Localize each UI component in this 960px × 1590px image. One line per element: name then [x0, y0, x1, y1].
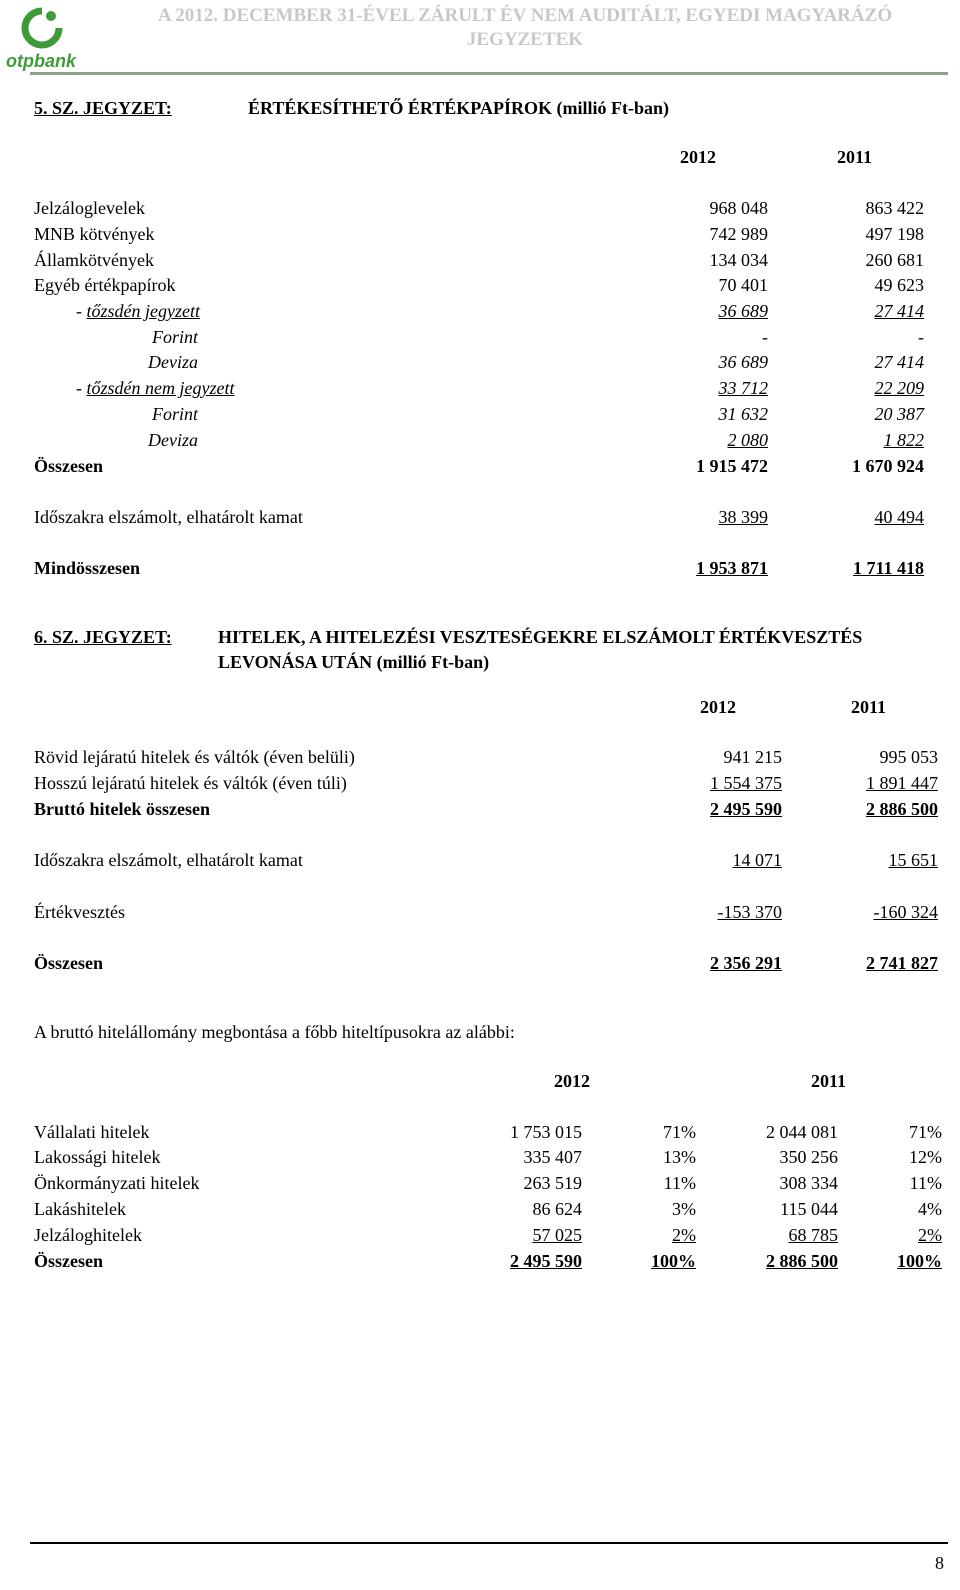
value-2011: 1 711 418 — [852, 558, 924, 578]
otp-logo — [4, 4, 80, 72]
value-2012: 1 554 375 — [710, 773, 782, 793]
table-row-label: Államkötvények — [34, 250, 154, 270]
value-2011: 115 044 — [780, 1199, 838, 1219]
value-2012: 31 632 — [718, 404, 768, 424]
value-2011: 1 822 — [883, 430, 924, 450]
percent-2012: 100% — [651, 1251, 696, 1271]
note6-label: 6. SZ. JEGYZET: — [34, 627, 172, 647]
value-2012: -153 370 — [717, 902, 782, 922]
table-row-label: Lakáshitelek — [34, 1199, 126, 1219]
value-2011: 1 891 447 — [866, 773, 938, 793]
value-2011: 27 414 — [874, 352, 924, 372]
breakdown-col-2011: 2011 — [810, 1071, 846, 1091]
value-2011: 863 422 — [865, 198, 924, 218]
value-2012: 134 034 — [709, 250, 768, 270]
table-row-label: Összesen — [34, 953, 103, 973]
table-row-label: Rövid lejáratú hitelek és váltók (éven belüli) — [34, 747, 355, 767]
table-row-label: Önkormányzati hitelek — [34, 1173, 200, 1193]
value-2011: 27 414 — [874, 301, 924, 321]
value-2012: 36 689 — [718, 352, 768, 372]
value-2012: 742 989 — [709, 224, 768, 244]
percent-2011: 100% — [897, 1251, 942, 1271]
percent-2012: 71% — [663, 1122, 696, 1142]
value-2012: 1 753 015 — [510, 1122, 582, 1142]
percent-2012: 11% — [663, 1173, 696, 1193]
table-row-label: Lakossági hitelek — [34, 1147, 161, 1167]
value-2011: 49 623 — [874, 275, 924, 295]
value-2011: 308 334 — [779, 1173, 838, 1193]
value-2011: 40 494 — [874, 507, 924, 527]
table-row-label — [76, 377, 234, 399]
value-2011: 350 256 — [779, 1147, 838, 1167]
percent-2012: 2% — [672, 1225, 696, 1245]
table-row-label: MNB kötvények — [34, 224, 155, 244]
table-row-label: Összesen — [34, 1251, 103, 1271]
value-2011: 20 387 — [874, 404, 924, 424]
percent-2011: 11% — [909, 1173, 942, 1193]
note5-col-2012: 2012 — [680, 147, 716, 167]
value-2012: 263 519 — [523, 1173, 582, 1193]
value-2012: 335 407 — [523, 1147, 582, 1167]
percent-2011: 4% — [918, 1199, 942, 1219]
note6-title-line1: HITELEK, A HITELEZÉSI VESZTESÉGEKRE ELSZÁMOLT ÉRTÉKVESZTÉS — [218, 627, 863, 647]
row-label: tőzsdén jegyzett — [86, 301, 200, 321]
percent-2011: 12% — [909, 1147, 942, 1167]
percent-2012: 13% — [663, 1147, 696, 1167]
value-2012: 2 356 291 — [710, 953, 782, 973]
note6-col-2012: 2012 — [700, 697, 736, 717]
row-label: tőzsdén nem jegyzett — [86, 378, 235, 398]
value-2012: 2 495 590 — [510, 1251, 582, 1271]
table-row-label: Bruttó hitelek összesen — [34, 799, 210, 819]
value-2012: 70 401 — [718, 275, 768, 295]
row-prefix: - — [76, 301, 87, 321]
header-rule — [30, 72, 948, 75]
value-2011: 68 785 — [788, 1225, 838, 1245]
value-2012: 1 953 871 — [696, 558, 768, 578]
note6-col-2011: 2011 — [850, 697, 886, 717]
value-2011: -160 324 — [873, 902, 938, 922]
table-row-label: Értékvesztés — [34, 902, 125, 922]
value-2012: 36 689 — [718, 301, 768, 321]
table-row-label: Hosszú lejáratú hitelek és váltók (éven túli) — [34, 773, 347, 793]
breakdown-intro: A bruttó hitelállomány megbontása a főbb hiteltípusokra az alábbi: — [34, 1022, 515, 1042]
value-2012: 38 399 — [718, 507, 768, 527]
table-row-label: Deviza — [148, 352, 198, 372]
value-2011: 1 670 924 — [852, 456, 924, 476]
value-2011: - — [918, 327, 924, 347]
value-2012: 941 215 — [723, 747, 782, 767]
percent-2012: 3% — [672, 1199, 696, 1219]
table-row-label — [76, 300, 200, 322]
value-2011: 15 651 — [888, 850, 938, 870]
table-row-label: Deviza — [148, 430, 198, 450]
value-2011: 2 886 500 — [766, 1251, 838, 1271]
table-row-label: Időszakra elszámolt, elhatárolt kamat — [34, 507, 303, 527]
bank-name: otpbank — [6, 51, 76, 71]
value-2011: 497 198 — [865, 224, 924, 244]
percent-2011: 71% — [909, 1122, 942, 1142]
table-row-label: Vállalati hitelek — [34, 1122, 150, 1142]
value-2012: 2 495 590 — [710, 799, 782, 819]
value-2011: 2 886 500 — [866, 799, 938, 819]
table-row-label: Forint — [152, 327, 199, 347]
footer-rule — [30, 1542, 948, 1544]
value-2011: 22 209 — [874, 378, 924, 398]
value-2011: 2 741 827 — [866, 953, 938, 973]
table-row-label: Időszakra elszámolt, elhatárolt kamat — [34, 850, 303, 870]
table-row-label: Forint — [152, 404, 199, 424]
table-row-label: Összesen — [34, 456, 103, 476]
value-2012: 1 915 472 — [696, 456, 768, 476]
breakdown-col-2012: 2012 — [554, 1071, 590, 1091]
value-2012: 968 048 — [709, 198, 768, 218]
note5-label: 5. SZ. JEGYZET: — [34, 98, 172, 118]
value-2012: 33 712 — [718, 378, 768, 398]
value-2012: 57 025 — [532, 1225, 582, 1245]
otp-logo-icon — [4, 4, 80, 72]
table-row-label: Jelzáloglevelek — [34, 198, 145, 218]
page-header-title: A 2012. DECEMBER 31-ÉVEL ZÁRULT ÉV NEM AUDITÁLT, EGYEDI MAGYARÁZÓ JEGYZETEK — [157, 5, 893, 50]
table-row-label: Jelzáloghitelek — [34, 1225, 142, 1245]
table-row-label: Mindösszesen — [34, 558, 141, 578]
value-2012: 2 080 — [727, 430, 768, 450]
value-2012: - — [762, 327, 768, 347]
table-row-label: Egyéb értékpapírok — [34, 275, 176, 295]
value-2011: 2 044 081 — [766, 1122, 838, 1142]
value-2012: 14 071 — [732, 850, 782, 870]
percent-2011: 2% — [918, 1225, 942, 1245]
note5-title: ÉRTÉKESÍTHETŐ ÉRTÉKPAPÍROK (millió Ft-ban) — [248, 98, 669, 118]
value-2012: 86 624 — [532, 1199, 582, 1219]
note6-title-line2: LEVONÁSA UTÁN (millió Ft-ban) — [218, 652, 490, 672]
note5-col-2011: 2011 — [836, 147, 872, 167]
page-number: 8 — [935, 1553, 944, 1573]
value-2011: 995 053 — [879, 747, 938, 767]
value-2011: 260 681 — [865, 250, 924, 270]
row-prefix: - — [76, 378, 87, 398]
